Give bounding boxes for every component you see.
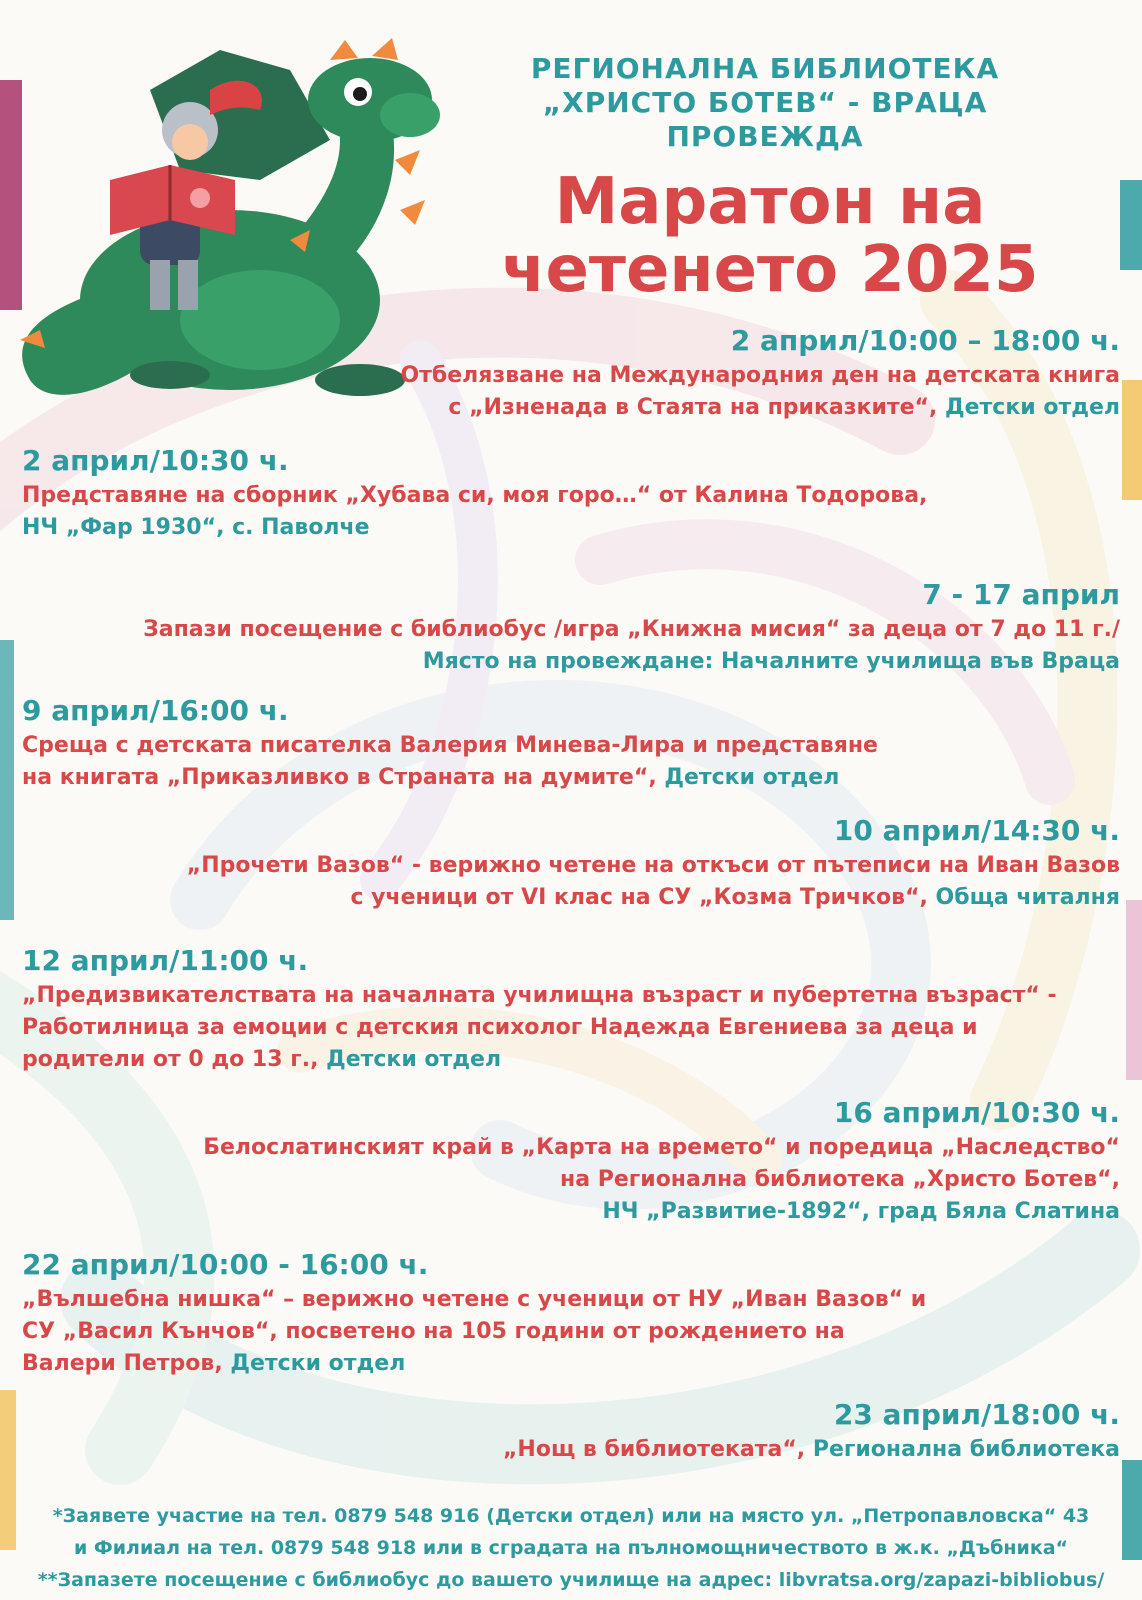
footer-line: **Запазете посещение с библиобус до вашето училище на адрес: libvratsa.org/zapazi-bibliobus/ [37, 1569, 1105, 1591]
event-item [22, 442, 927, 544]
event-description: „Нощ в библиотеката“, [502, 1437, 813, 1462]
event-item [203, 1094, 1120, 1228]
event-description: на Регионална библиотека „Христо Ботев“, [560, 1167, 1120, 1192]
event-title [440, 165, 1100, 307]
title-line: Маратон на [554, 165, 986, 239]
organizer-line: „ХРИСТО БОТЕВ“ - ВРАЦА [542, 86, 988, 119]
event-description: Представяне на сборник „Хубава си, моя горо…“ от Калина Тодорова, [22, 483, 928, 508]
event-description: СУ „Васил Кънчов“, посветено на 105 години от рождението на [22, 1319, 845, 1344]
event-venue: Детски отдел [326, 1047, 502, 1072]
event-item [503, 1396, 1120, 1466]
event-venue: НЧ „Фар 1930“, с. Паволче [22, 515, 370, 540]
event-description: Белослатинският край в „Карта на времето“ и поредица „Наследство“ [203, 1135, 1120, 1160]
event-date: 22 април/10:00 - 16:00 ч. [22, 1248, 429, 1281]
event-venue: Регионална библиотека [812, 1437, 1120, 1462]
event-date: 23 април/18:00 ч. [833, 1398, 1120, 1431]
event-description: „Прочети Вазов“ - верижно четене на откъси от пътеписи на Иван Вазов [186, 853, 1120, 878]
event-date: 9 април/16:00 ч. [22, 694, 289, 727]
organizer-heading [470, 52, 1060, 154]
event-description: „Вълшебна нишка“ – верижно четене с ученици от НУ „Иван Вазов“ и [22, 1287, 927, 1312]
event-venue: Обща читалня [935, 885, 1120, 910]
event-item [400, 322, 1120, 424]
event-description: Работилница за емоции с детския психолог Надежда Евгениева за деца и [22, 1015, 978, 1040]
event-item [22, 942, 1057, 1076]
event-description: Среща с детската писателка Валерия Минева-Лира и представяне [22, 733, 878, 758]
event-description: с ученици от VI клас на СУ „Козма Тричков“, [350, 885, 936, 910]
event-item [187, 812, 1120, 914]
event-description: на книгата „Приказливко в Страната на думите“, [22, 765, 665, 790]
event-date: 2 април/10:00 – 18:00 ч. [730, 324, 1120, 357]
footer-notes [0, 1500, 1142, 1596]
event-date: 7 - 17 април [922, 578, 1120, 611]
event-description: Валери Петров, [22, 1351, 231, 1376]
event-venue: Място на провеждане: Началните училища във Враца [422, 649, 1120, 674]
event-description: Отбелязване на Международния ден на детската книга [400, 363, 1120, 388]
event-date: 16 април/10:30 ч. [833, 1096, 1120, 1129]
event-venue: Детски отдел [664, 765, 840, 790]
event-item [143, 576, 1120, 678]
event-date: 2 април/10:30 ч. [22, 444, 289, 477]
event-date: 12 април/11:00 ч. [22, 944, 309, 977]
event-description: „Предизвикателствата на началната училищна възраст и пубертетна възраст“ - [22, 983, 1057, 1008]
event-description: родители от 0 до 13 г., [22, 1047, 327, 1072]
organizer-line: ПРОВЕЖДА [666, 120, 864, 153]
event-venue: Детски отдел [945, 395, 1120, 420]
event-description: с „Изненада в Стаята на приказките“, [448, 395, 946, 420]
dragon-knight-illustration [0, 30, 440, 430]
footer-line: *Заявете участие на тел. 0879 548 916 (Детски отдел) или на място ул. „Петропавловска“ 43 [52, 1505, 1090, 1527]
event-description: Запази посещение с библиобус /игра „Книжна мисия“ за деца от 7 до 11 г./ [143, 617, 1120, 642]
event-venue: Детски отдел [230, 1351, 406, 1376]
event-venue: НЧ „Развитие-1892“, град Бяла Слатина [602, 1199, 1120, 1224]
event-date: 10 април/14:30 ч. [833, 814, 1120, 847]
event-item [22, 1246, 926, 1380]
footer-line: и Филиал на тел. 0879 548 918 или в сградата на пълномощничеството в ж.к. „Дъбника“ [73, 1537, 1069, 1559]
event-item [22, 692, 878, 794]
title-line: четенето 2025 [501, 233, 1039, 307]
organizer-line: РЕГИОНАЛНА БИБЛИОТЕКА [530, 52, 1000, 85]
